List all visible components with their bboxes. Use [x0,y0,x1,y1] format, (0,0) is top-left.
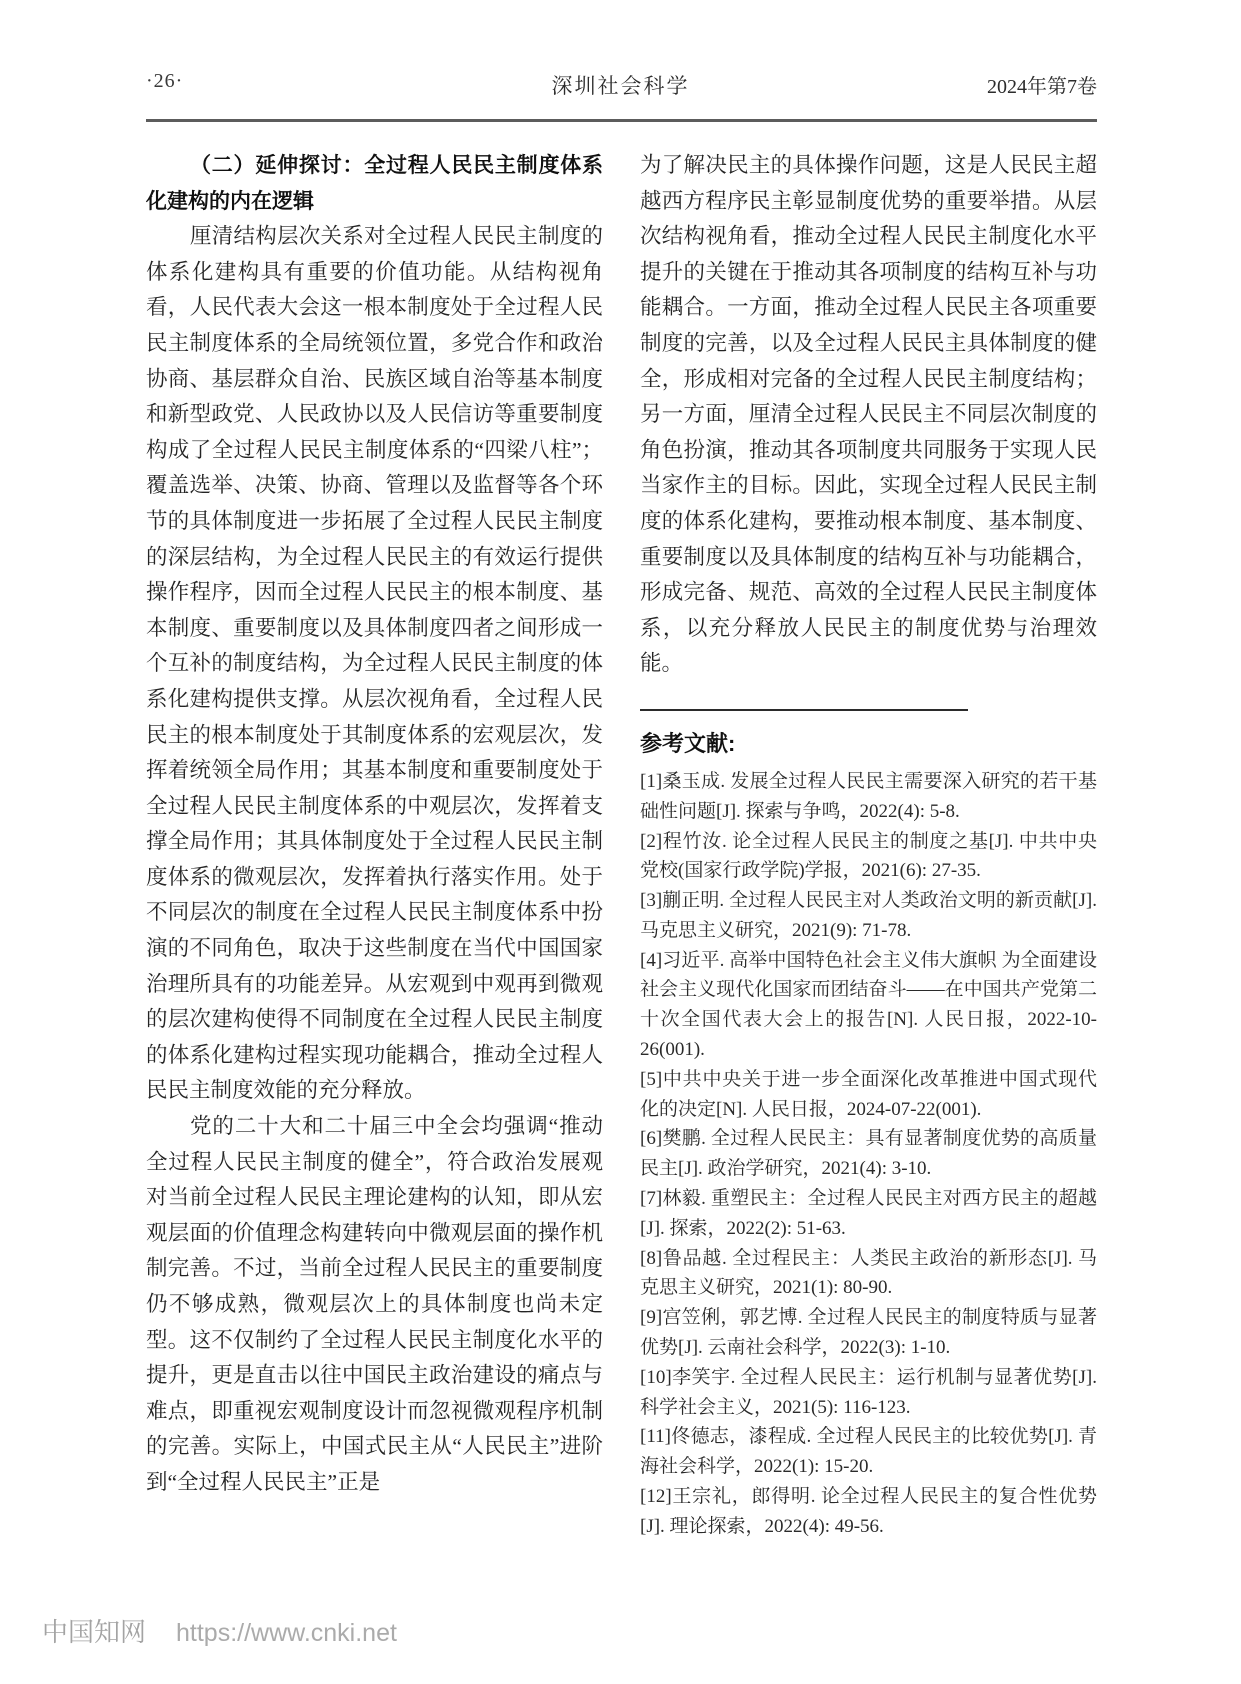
journal-title: 深圳社会科学 [551,74,690,98]
section-heading: （二）延伸探讨：全过程人民民主制度体系化建构的内在逻辑 [146,154,603,213]
references-heading: 参考文献: [640,730,736,756]
reference-item: [2]程竹汝. 论全过程人民民主的制度之基[J]. 中共中央党校(国家行政学院)学报，2021(6): 27-35. [640,830,1097,882]
references-divider [640,709,968,711]
references-list [640,767,1097,1542]
cnki-url-link[interactable]: https://www.cnki.net [176,1619,397,1647]
header-rule [146,119,1097,122]
reference-item: [5]中共中央关于进一步全面深化改革推进中国式现代化的决定[N]. 人民日报，2024-07-22(001). [640,1068,1097,1120]
reference-item: [11]佟德志，漆程成. 全过程人民民主的比较优势[J]. 青海社会科学，2022(1): 15-20. [640,1426,1097,1478]
continuation-paragraph: 为了解决民主的具体操作问题，这是人民民主超越西方程序民主彰显制度优势的重要举措。从层次结构视角看，推动全过程人民民主制度化水平提升的关键在于推动其各项制度的结构互补与功能耦合。一方面，推动全过程人民民主各项重要制度的完善，以及全过程人民民主具体制度的健全，形成相对完备的全过程人民民主制度结构；另一方面，厘清全过程人民民主不同层次制度的角色扮演，推动其各项制度共同服务于实现人民当家作主的目标。因此，实现全过程人民民主制度的体系化建构，要推动根本制度、基本制度、重要制度以及具体制度的结构互补与功能耦合，形成完备、规范、高效的全过程人民民主制度体系，以充分释放人民民主的制度优势与治理效能。 [640,153,1097,676]
cnki-footer [42,1616,397,1649]
body-paragraph: 党的二十大和二十届三中全会均强调“推动全过程人民民主制度的健全”，符合政治发展观对当前全过程人民民主理论建构的认知，即从宏观层面的价值理念构建转向中微观层面的操作机制完善。不过，当前全过程人民民主的重要制度仍不够成熟，微观层次上的具体制度也尚未定型。这不仅制约了全过程人民民主制度化水平的提升，更是直击以往中国民主政治建设的痛点与难点，即重视宏观制度设计而忽视微观程序机制的完善。实际上，中国式民主从“人民民主”进阶到“全过程人民民主”正是 [146,1114,603,1494]
reference-item: [4]习近平. 高举中国特色社会主义伟大旗帜 为全面建设社会主义现代化国家而团结奋斗——在中国共产党第二十次全国代表大会上的报告[N]. 人民日报，2022-10-26(001). [640,949,1097,1061]
reference-item: [6]樊鹏. 全过程人民民主：具有显著制度优势的高质量民主[J]. 政治学研究，2021(4): 3-10. [640,1128,1097,1180]
left-column-paragraphs [146,219,603,1500]
body-paragraph: 厘清结构层次关系对全过程人民民主制度的体系化建构具有重要的价值功能。从结构视角看，人民代表大会这一根本制度处于全过程人民民主制度体系的全局统领位置，多党合作和政治协商、基层群众自治、民族区域自治等基本制度和新型政党、人民政协以及人民信访等重要制度构成了全过程人民民主制度体系的“四梁八柱”；覆盖选举、决策、协商、管理以及监督等各个环节的具体制度进一步拓展了全过程人民民主制度的深层结构，为全过程人民民主的有效运行提供操作程序，因而全过程人民民主的根本制度、基本制度、重要制度以及具体制度四者之间形成一个互补的制度结构，为全过程人民民主制度的体系化建构提供支撑。从层次视角看，全过程人民民主的根本制度处于其制度体系的宏观层次，发挥着统领全局作用；其基本制度和重要制度处于全过程人民民主制度体系的中观层次，发挥着支撑全局作用；其具体制度处于全过程人民民主制度体系的微观层次，发挥着执行落实作用。处于不同层次的制度在全过程人民民主制度体系中扮演的不同角色，取决于这些制度在当代中国国家治理所具有的功能差异。从宏观到中观再到微观的层次建构使得不同制度在全过程人民民主制度的体系化建构过程实现功能耦合，推动全过程人民民主制度效能的充分释放。 [146,224,603,1103]
left-column [146,148,603,1501]
reference-item: [8]鲁品越. 全过程民主：人类民主政治的新形态[J]. 马克思主义研究，2021(1): 80-90. [640,1247,1097,1299]
page-number: ·26· [146,70,184,92]
reference-item: [7]林毅. 重塑民主：全过程人民民主对西方民主的超越[J]. 探索，2022(2): 51-63. [640,1188,1097,1239]
right-column [640,148,1097,1542]
cnki-logo-text: 中国知网 [42,1617,147,1647]
reference-item: [3]蒯正明. 全过程人民民主对人类政治文明的新贡献[J]. 马克思主义研究，2021(9): 71-78. [640,890,1097,941]
reference-item: [1]桑玉成. 发展全过程人民民主需要深入研究的若干基础性问题[J]. 探索与争鸣，2022(4): 5-8. [640,770,1097,822]
reference-item: [10]李笑宇. 全过程人民民主：运行机制与显著优势[J]. 科学社会主义，2021(5): 116-123. [640,1366,1097,1418]
reference-item: [9]宫笠俐，郭艺博. 全过程人民民主的制度特质与显著优势[J]. 云南社会科学，2022(3): 1-10. [640,1307,1097,1359]
reference-item: [12]王宗礼，郎得明. 论全过程人民民主的复合性优势[J]. 理论探索，2022(4): 49-56. [640,1486,1097,1537]
volume-label: 2024年第7卷 [987,76,1097,98]
